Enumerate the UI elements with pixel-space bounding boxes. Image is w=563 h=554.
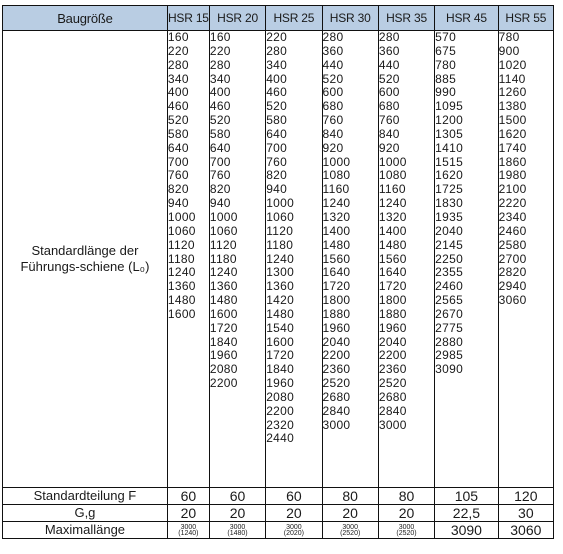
length-value: 160 <box>167 30 189 44</box>
length-value: 1080 <box>378 168 407 183</box>
max-length-cell <box>322 522 378 539</box>
length-value: 1720 <box>322 279 351 294</box>
length-value: 520 <box>209 113 231 128</box>
length-value: 1120 <box>167 237 195 252</box>
length-value: 1240 <box>167 265 196 280</box>
length-value: 1080 <box>322 168 351 183</box>
standard-pitch-label: Standardteilung F <box>3 488 168 505</box>
length-value: 1935 <box>435 209 464 224</box>
length-value: 1060 <box>167 223 196 238</box>
length-value: 2985 <box>435 348 464 363</box>
length-value: 1840 <box>209 334 238 349</box>
max-length-note: (2020) <box>283 530 304 538</box>
length-value: 900 <box>498 43 520 58</box>
length-value: 400 <box>209 85 231 100</box>
length-value: 760 <box>266 154 288 169</box>
length-value: 1180 <box>167 251 195 266</box>
length-value: 640 <box>209 140 231 155</box>
length-value: 700 <box>167 154 189 169</box>
length-value: 840 <box>378 126 400 141</box>
length-value: 2680 <box>322 389 351 404</box>
length-value: 680 <box>322 99 344 114</box>
length-value: 460 <box>209 99 231 114</box>
length-value: 600 <box>378 85 400 100</box>
max-length-row <box>3 522 554 539</box>
length-value: 760 <box>167 168 189 183</box>
length-value: 1480 <box>322 237 351 252</box>
length-column-hsr45 <box>435 31 498 488</box>
length-value: 1800 <box>322 293 351 308</box>
length-value: 2200 <box>378 348 407 363</box>
length-value: 1420 <box>266 293 295 308</box>
length-value: 2840 <box>322 403 351 418</box>
pitch-cell: 60 <box>266 488 322 505</box>
model-header-hsr25: HSR 25 <box>266 6 322 31</box>
length-value: 520 <box>266 99 288 114</box>
model-header-hsr20: HSR 20 <box>209 6 265 31</box>
length-value: 1880 <box>322 306 351 321</box>
length-value: 1560 <box>378 251 407 266</box>
length-value: 2880 <box>435 334 464 349</box>
length-value: 440 <box>378 57 400 72</box>
length-value: 1060 <box>266 209 295 224</box>
length-value: 2820 <box>498 265 527 280</box>
max-length-note: (1240) <box>178 530 199 538</box>
length-value: 2145 <box>435 237 464 252</box>
g-cell: 20 <box>322 505 378 522</box>
length-value: 1840 <box>266 362 295 377</box>
g-label: G,g <box>3 505 168 522</box>
length-value: 280 <box>266 43 288 58</box>
length-column-hsr25 <box>266 31 322 488</box>
length-value: 675 <box>435 43 457 58</box>
length-value: 2200 <box>322 348 351 363</box>
length-value: 2680 <box>378 389 407 404</box>
length-value: 1620 <box>498 126 527 141</box>
length-value: 700 <box>266 140 288 155</box>
length-value: 2460 <box>498 223 527 238</box>
pitch-cell: 105 <box>435 488 498 505</box>
length-value: 1725 <box>435 182 464 197</box>
length-value: 2520 <box>378 376 407 391</box>
length-value: 680 <box>378 99 400 114</box>
length-value: 1740 <box>498 140 527 155</box>
standard-length-row <box>3 31 554 488</box>
length-value: 820 <box>266 168 288 183</box>
max-length-value: 3000 <box>286 524 302 532</box>
length-value: 280 <box>322 30 344 44</box>
length-value: 2220 <box>498 196 527 211</box>
length-value: 1720 <box>209 320 238 335</box>
length-value: 2940 <box>498 279 527 294</box>
length-value: 280 <box>167 57 189 72</box>
length-value: 2700 <box>498 251 527 266</box>
length-value: 760 <box>378 113 400 128</box>
length-value: 1240 <box>209 265 238 280</box>
length-value: 1480 <box>378 237 407 252</box>
length-value: 1500 <box>498 113 527 128</box>
length-value: 2440 <box>266 431 295 446</box>
length-value: 1000 <box>322 154 351 169</box>
length-value: 340 <box>167 71 189 86</box>
g-cell: 20 <box>167 505 209 522</box>
length-value: 2080 <box>266 389 295 404</box>
length-value: 1600 <box>167 306 196 321</box>
length-value: 1800 <box>378 293 407 308</box>
length-value: 2355 <box>435 265 464 280</box>
length-value: 2670 <box>435 306 464 321</box>
length-value: 940 <box>167 196 189 211</box>
length-value: 1600 <box>266 334 295 349</box>
length-value: 1060 <box>209 223 238 238</box>
length-value: 1160 <box>378 182 406 197</box>
length-value: 1960 <box>322 320 351 335</box>
length-value: 780 <box>435 57 457 72</box>
length-value: 2080 <box>209 362 238 377</box>
max-length-cell <box>378 522 434 539</box>
pitch-cell: 80 <box>378 488 434 505</box>
pitch-cell: 60 <box>167 488 209 505</box>
max-length-note: (1480) <box>227 530 248 538</box>
length-value: 760 <box>209 168 231 183</box>
length-value: 1400 <box>322 223 351 238</box>
length-value: 1720 <box>266 348 295 363</box>
length-value: 885 <box>435 71 457 86</box>
length-column-hsr15 <box>167 31 209 488</box>
length-value: 1410 <box>435 140 464 155</box>
rail-length-spec-table <box>2 5 554 539</box>
length-value: 990 <box>435 85 457 100</box>
length-value: 1300 <box>266 265 295 280</box>
g-cell: 20 <box>209 505 265 522</box>
length-value: 820 <box>209 182 231 197</box>
model-header-hsr15: HSR 15 <box>167 6 209 31</box>
max-length-cell: 3090 <box>435 522 498 539</box>
g-cell: 22,5 <box>435 505 498 522</box>
length-value: 400 <box>167 85 189 100</box>
length-value: 400 <box>266 71 288 86</box>
length-column-hsr20 <box>209 31 265 488</box>
length-value: 1000 <box>378 154 407 169</box>
standard-pitch-row <box>3 488 554 505</box>
length-value: 1830 <box>435 196 464 211</box>
length-value: 2040 <box>435 223 464 238</box>
length-value: 2200 <box>209 376 238 391</box>
length-value: 1320 <box>322 209 351 224</box>
length-value: 640 <box>167 140 189 155</box>
length-value: 1240 <box>322 196 351 211</box>
length-value: 3000 <box>378 417 407 432</box>
length-value: 160 <box>209 30 231 44</box>
length-value: 360 <box>378 43 400 58</box>
length-value: 340 <box>209 71 231 86</box>
length-value: 940 <box>266 182 288 197</box>
max-length-value: 3000 <box>342 524 358 532</box>
length-value: 2520 <box>322 376 351 391</box>
length-value: 580 <box>266 113 288 128</box>
length-value: 920 <box>378 140 400 155</box>
max-length-value: 3000 <box>229 524 246 532</box>
length-value: 340 <box>266 57 288 72</box>
length-value: 1200 <box>435 113 464 128</box>
length-value: 780 <box>498 30 520 44</box>
length-value: 2320 <box>266 417 295 432</box>
length-value: 3000 <box>322 417 351 432</box>
length-value: 1120 <box>266 223 294 238</box>
length-value: 1120 <box>209 237 237 252</box>
g-cell: 30 <box>498 505 553 522</box>
length-value: 1960 <box>209 348 238 363</box>
length-value: 1360 <box>266 279 295 294</box>
length-value: 1260 <box>498 85 527 100</box>
length-value: 1515 <box>435 154 464 169</box>
length-value: 1000 <box>266 196 295 211</box>
length-value: 520 <box>378 71 400 86</box>
length-value: 2250 <box>435 251 464 266</box>
length-value: 220 <box>266 30 288 44</box>
length-value: 220 <box>167 43 189 58</box>
length-value: 1000 <box>209 209 238 224</box>
pitch-cell: 80 <box>322 488 378 505</box>
length-value: 940 <box>209 196 231 211</box>
length-value: 1540 <box>266 320 295 335</box>
length-value: 2360 <box>378 362 407 377</box>
length-value: 1140 <box>498 71 526 86</box>
length-value: 580 <box>167 126 189 141</box>
length-value: 1980 <box>498 168 527 183</box>
length-value: 1380 <box>498 99 527 114</box>
length-value: 460 <box>266 85 288 100</box>
size-header: Baugröße <box>3 6 168 31</box>
length-value: 1180 <box>266 237 294 252</box>
length-value: 2580 <box>498 237 527 252</box>
max-length-value: 3000 <box>180 524 197 532</box>
length-value: 1180 <box>209 251 237 266</box>
length-value: 1640 <box>322 265 351 280</box>
length-value: 820 <box>167 182 189 197</box>
length-value: 1560 <box>322 251 351 266</box>
max-length-cell: 3060 <box>498 522 553 539</box>
model-header-hsr45: HSR 45 <box>435 6 498 31</box>
length-value: 1000 <box>167 209 196 224</box>
model-header-hsr55: HSR 55 <box>498 6 553 31</box>
length-value: 1720 <box>378 279 407 294</box>
header-row <box>3 6 554 31</box>
length-value: 1240 <box>378 196 407 211</box>
length-value: 1600 <box>209 306 238 321</box>
length-value: 700 <box>209 154 231 169</box>
length-value: 1020 <box>498 57 527 72</box>
max-length-value: 3000 <box>398 524 415 532</box>
length-value: 1360 <box>209 279 238 294</box>
pitch-cell: 60 <box>209 488 265 505</box>
g-row <box>3 505 554 522</box>
model-header-hsr35: HSR 35 <box>378 6 434 31</box>
length-value: 220 <box>209 43 231 58</box>
length-value: 2100 <box>498 182 527 197</box>
length-value: 1480 <box>167 293 196 308</box>
length-value: 2565 <box>435 293 464 308</box>
length-value: 600 <box>322 85 344 100</box>
length-value: 1240 <box>266 251 295 266</box>
length-value: 1620 <box>435 168 464 183</box>
length-value: 1880 <box>378 306 407 321</box>
length-value: 1320 <box>378 209 407 224</box>
length-column-hsr35 <box>378 31 434 488</box>
length-value: 1305 <box>435 126 464 141</box>
length-value: 2775 <box>435 320 464 335</box>
length-value: 760 <box>322 113 344 128</box>
length-value: 280 <box>378 30 400 44</box>
length-column-hsr30 <box>322 31 378 488</box>
length-value: 920 <box>322 140 344 155</box>
standard-length-label: Standardlänge der Führungs-schiene (L₀) <box>3 31 168 488</box>
length-value: 840 <box>322 126 344 141</box>
length-value: 3060 <box>498 293 527 308</box>
max-length-cell <box>266 522 322 539</box>
pitch-cell: 120 <box>498 488 553 505</box>
length-value: 280 <box>209 57 231 72</box>
length-value: 1160 <box>322 182 350 197</box>
model-header-hsr30: HSR 30 <box>322 6 378 31</box>
g-cell: 20 <box>266 505 322 522</box>
length-column-hsr55 <box>498 31 553 488</box>
max-length-cell <box>167 522 209 539</box>
max-length-note: (2520) <box>396 530 417 538</box>
length-value: 360 <box>322 43 344 58</box>
length-value: 520 <box>322 71 344 86</box>
length-value: 1360 <box>167 279 196 294</box>
length-value: 520 <box>167 113 189 128</box>
length-value: 2460 <box>435 279 464 294</box>
length-value: 2200 <box>266 403 295 418</box>
length-value: 2040 <box>322 334 351 349</box>
length-value: 3090 <box>435 362 464 377</box>
length-value: 1400 <box>378 223 407 238</box>
length-value: 1480 <box>266 306 295 321</box>
length-value: 440 <box>322 57 344 72</box>
length-value: 1960 <box>378 320 407 335</box>
length-value: 1640 <box>378 265 407 280</box>
length-value: 570 <box>435 30 457 44</box>
max-length-cell <box>209 522 265 539</box>
length-value: 2360 <box>322 362 351 377</box>
max-length-note: (2520) <box>340 530 361 538</box>
max-length-label: Maximallänge <box>3 522 168 539</box>
length-value: 460 <box>167 99 189 114</box>
g-cell: 20 <box>378 505 434 522</box>
length-value: 1960 <box>266 376 295 391</box>
length-value: 2340 <box>498 209 527 224</box>
length-value: 640 <box>266 126 288 141</box>
length-value: 580 <box>209 126 231 141</box>
length-value: 2840 <box>378 403 407 418</box>
length-value: 1480 <box>209 293 238 308</box>
length-value: 1860 <box>498 154 527 169</box>
length-value: 1095 <box>435 99 464 114</box>
length-value: 2040 <box>378 334 407 349</box>
